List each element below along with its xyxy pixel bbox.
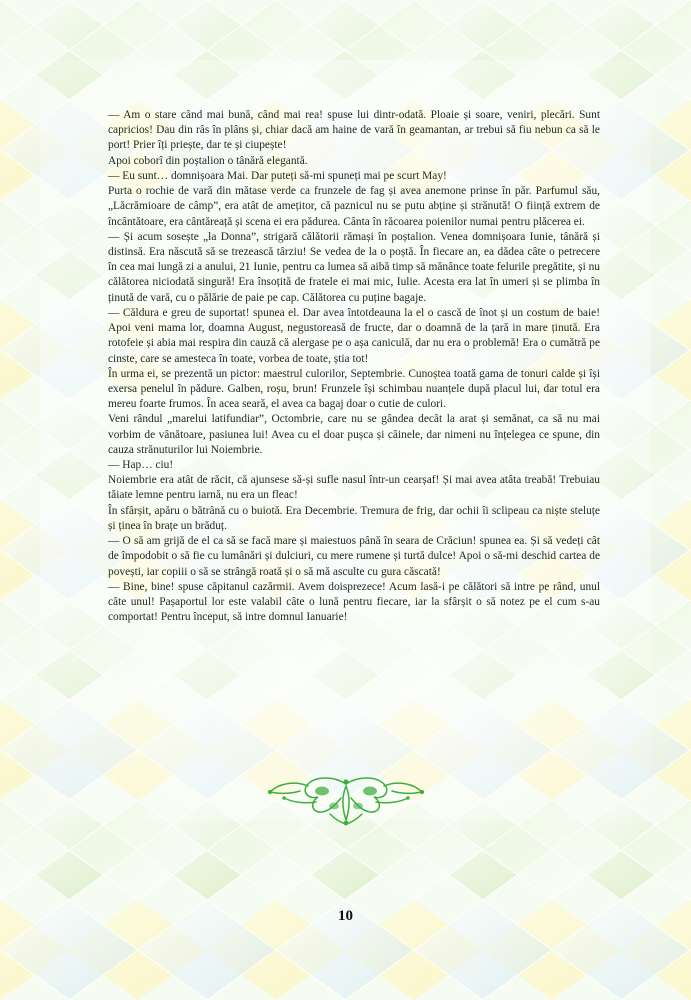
paragraph: — O să am grijă de el ca să se facă mare și maiestuos până în seara de Crăciun! spunea ea. Și să vedeți cât de împodobit o să fie cu lumânări și dulciuri, cu mere rumene și turtă dulce! Apoi o să-mi deschid cartea de povești, iar copiii o să se strângă roată și o să mă asculte cu gura căscată! bbox=[108, 535, 600, 578]
paragraph: Apoi coborî din poștalion o tânără elegantă. bbox=[108, 154, 308, 167]
floral-flourish-ornament bbox=[0, 770, 691, 835]
paragraph: Purta o rochie de vară din mătase verde ca frunzele de fag și avea anemone prinse în păr. Parfumul său, „Lăcrămioare de câmp”, era atât de amețitor, că paznicul nu se putu abține și strănută! O ființă extrem de încântătoare, era cântăreață și scena ei era pădurea. Cânta în răcoarea poienilor numai pentru plăcerea ei. bbox=[108, 185, 600, 228]
paragraph: În urma ei, se prezentă un pictor: maestrul culorilor, Septembrie. Cunoștea toată gama de tonuri calde și își exersa penelul în pădure. Galben, roșu, brun! Frunzele își schimbau nuanțele după placul lui, dar totul era mereu foarte frumos. În acea seară, el avea ca bagaj doar o cutie de culori. bbox=[108, 367, 600, 411]
paragraph: — Am o stare când mai bună, când mai rea! spuse lui dintr-odată. Ploaie și soare, veniri, plecări. Sunt capricios! Dau din râs în plâns și, chiar dacă am haine de vară în geamantan, ar trebui să fiu nebun ca să le port! Prier îți priește, dar te și ciupește! bbox=[108, 109, 600, 152]
paragraph: În sfârșit, apăru o bătrână cu o buiotă. Era Decembrie. Tremura de frig, dar ochii îi sclipeau ca niște steluțe și ținea în brațe un brăduț. bbox=[108, 504, 600, 532]
paragraph: — Hap… ciu! bbox=[108, 459, 174, 472]
paragraph: Veni rândul „marelui latifundiar”, Octombrie, care nu se gândea decât la arat și semănat, ca să nu mai vorbim de vânătoare, pasiunea lui! Avea cu el doar pușca și câinele, dar nimeni nu înțelegea ce spune, din cauza strănuturilor lui Noiembrie. bbox=[108, 413, 600, 456]
page-body-text bbox=[108, 108, 600, 625]
paragraph: — Căldura e greu de suportat! spunea el. Dar avea întotdeauna la el o cască de înot și un costum de baie! Apoi veni mama lor, doamna August, negustoreasă de fructe, dar o doamnă de la țară in mare ținută. Era rotofeie și abia mai respira din cauză că alergase pe o așa caniculă, dar nu era o problemă! Era o cumătră pe cinste, care se amesteca în toate, vorbea de toate, știa tot! bbox=[108, 306, 600, 365]
paragraph: — Eu sunt… domnișoara Mai. Dar puteți să-mi spuneți mai pe scurt May! bbox=[108, 169, 447, 182]
page-number: 10 bbox=[338, 908, 353, 924]
paragraph: — Și acum sosește „la Donna”, strigară călătorii rămași în poștalion. Venea domnișoara Iunie, tânără și distinsă. Era născută să se trezească târziu! Se vedea de la o poștă. În fiecare an, ea dădea câte o petrecere în cea mai lungă zi a anului, 21 Iunie, pentru ca lumea să aibă timp să mănânce toate felurile pregătite, și nu călătorea niciodată singură! Era însoțită de fratele ei mai mic, Iulie. Acesta era lat în umeri și se plimba în ținută de vară, cu o pălărie de paie pe cap. Călătorea cu puține bagaje. bbox=[108, 230, 600, 304]
paragraph: Noiembrie era atât de răcit, că ajunsese să-și sufle nasul într-un cearșaf! Și mai avea atâta treabă! Trebuiau tăiate lemne pentru iarnă, nu era un fleac! bbox=[108, 474, 600, 502]
paragraph: — Bine, bine! spuse căpitanul cazărmii. Avem doisprezece! Acum lasă-i pe călători să intre pe rând, unul câte unul! Pașaportul lor este valabil câte o lună pentru fiecare, iar la sfârșit o să notez pe el cum s-au comportat! Pentru început, să intre domnul Ianuarie! bbox=[108, 580, 600, 624]
